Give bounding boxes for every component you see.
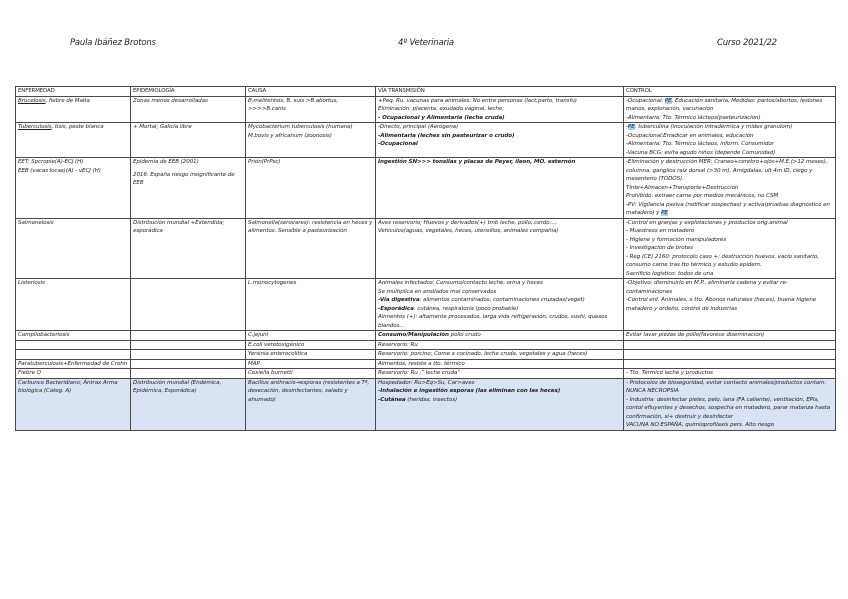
disease-cell [16,96,131,123]
zoonosis-table [15,86,836,431]
text-line: Se multiplica en ensilados mal conservados [378,288,497,295]
control-cell [624,123,836,158]
cause-cell: Bacillus anthracis→esporas (resistentes a Tª, desecación, desinfectantes, salado y ahumado) [246,378,376,430]
text-line: 2016: España riesgo insignificante de EEB [133,171,235,186]
disease-link: Tuberculosis [18,124,52,130]
table-row [16,218,836,279]
text-line: +Peq. Ru, vacunas para animales. No entre personas (lact,parto, transfu) [378,97,577,104]
table-row [16,331,836,341]
control-cell: - Tto. Térmico leche y productos [624,369,836,379]
table-header-row [16,87,836,97]
highlight: PE [664,97,672,104]
epidemiology-cell: Distribución mundial +Extendida; esporádica [131,218,246,279]
transmission-cell [376,96,624,123]
text-line: Hospedador: Ru>Eq>Su, Car>aves [378,379,475,386]
text-line: Eliminación: placenta, exudado vaginal, leche; [378,106,504,112]
course-title: 4º Veterinaria [398,38,454,48]
text-line: Epidemia de EEB (2001) [133,159,199,165]
text-line: - Higiene y formación manipuladores [626,236,727,243]
text-line: Alimentos (+): altamente procesados, larga vida refrigeración, crudos, sushi, quesos blandos… [378,314,608,329]
transmission-cell: Reservorio: porcino; Come x cocinado, leche cruda, vegetales y agua (heces) [376,350,624,360]
text-line: Ingestión SN>>> tonsilas y placas de Peyer, íleon, MO. esternón [378,159,576,165]
text-line: -Control en granjas y explotaciones y productos orig.animal [626,219,788,226]
text-line: -Esporádica: cutánea, respiratoria (poco probable) [378,305,519,312]
disease-cell: Salmonelosis [16,218,131,279]
table-row [16,123,836,158]
cause-cell: Mycobacterium tuberculosis (humana) M.bovis y africanum (zoonosis) [246,123,376,158]
text-line: -Eliminación y destrucción MER: Craneo+cerebro+ojos+M.E.(>12 meses), columna, ganglios raíz dorsal (>30 m), Amígdalas, ult 4m ID, ciego y mesenterio (TODOS). [626,159,828,182]
highlight: PE [627,124,635,130]
transmission-cell [376,378,624,430]
disease-cell [16,158,131,219]
control-cell [624,378,836,430]
text-line: -Vía digestiva: alimentos contaminados, contaminaciones cruzadas(veget) [378,297,585,303]
disease-link: Brucelosis [18,97,46,104]
epidemiology-cell [131,331,246,341]
cause-cell: L.monocytogenes [246,279,376,331]
text-line: Animales infectados: Consumo/contacto leche, orina y heces [378,280,543,286]
transmission-cell: Reservorio: Ru [376,340,624,350]
transmission-cell [376,279,624,331]
transmission-cell: Reservorio: Ru ;” leche cruda” [376,369,624,379]
text-line: EEB (vacas locas)(A) - vECJ (H) [18,167,101,174]
epidemiology-cell [131,158,246,219]
disease-cell [16,123,131,158]
text-line: -Alimentaria: Tto. Térmico lácteos(pasteurización) [626,114,761,121]
text-line: -Directo, principal (Aerógena) [378,124,459,130]
text-line: - Investigación de brotes [626,245,693,251]
control-cell: Evitar lavar piezas de pollo(favorece diseminación) [624,331,836,341]
text-line: - Industria: desinfectar pieles, pelo, lana (FA caliente), ventilación, EPIs, contol efluyentes y desechos, sospecha en matadero, parar matanza hasta confirmación, si+ destruir y desinfectar [626,396,831,420]
author-name: Paula Ibáñez Brotons [70,38,156,48]
cause-cell: Salmonella(serovares): resistencia en heces y alimentos. Sensible a pasteurización [246,218,376,279]
text-line: -PE: tuberculina (inoculación intradérmica y mides granulom) [626,124,793,130]
disease-cell: Listeriosis [16,279,131,331]
text-line: -PV: Vigilancia pasiva (notificar sospechas) y activa(pruebas diagnóstico en matadero) y PE [626,201,830,216]
col-header-disease: ENFERMEDAD [16,87,131,97]
highlight: PE [661,210,668,216]
cause-cell: Yersinia enterocolitica [246,350,376,360]
text-line: Aves reservorio; Huevos y derivados(+) tmb leche, pollo, cerdo…, [378,219,557,226]
cause-cell: E.coli verotoxigénico [246,340,376,350]
text-line: - Protocolos de bioseguridad, evitar contacto animales/productos contam. NUNCA NECROPSIA [626,379,827,394]
epidemiology-cell [131,279,246,331]
text-line: - Reg (CE) 2160: protocolo caso +: destrucción huevos, vacío sanitario, consumo carne tras tto térmico y estudio epidem. [626,253,819,268]
disease-alias: , fiebre de Malta [45,97,90,104]
text-line: -Cutánea (heridas, insectos) [378,396,458,403]
academic-year: Curso 2021/22 [717,38,777,48]
table-row [16,279,836,331]
cause-cell: B.melitentsis, B. suis >B.abortus, >>>>B.canis [246,96,376,123]
control-cell [624,158,836,219]
transmission-cell [376,158,624,219]
control-cell [624,96,836,123]
text-line: -Vacuna BCG: evita agudo niños (depende Comunidad) [626,149,776,156]
col-header-epidemiology: EPIDEMIOLOGÍA [131,87,246,97]
text-line: Tinte+Almacen+Transporte+Destrucción [626,184,739,191]
text-line: -Ocupacional: PE, Educación sanitaria, Medidas: partos/abortos, lesiones manos, exploración, vacunación [626,97,823,112]
text-line: -Alimentaria (leches sin pasteurizar o crudo) [378,132,515,139]
text-line: Sacrificio logístico: todos de una [626,270,714,277]
text-line: - Ocupacional y Alimentaria (leche cruda) [378,114,505,121]
cause-cell: Prión(PrPsc) [246,158,376,219]
table-row [16,96,836,123]
text-line: -Inhalación e ingestión esporas (las eliminan con las heces) [378,388,561,394]
epidemiology-cell: + Mortal; Galicia libre [131,123,246,158]
control-cell [624,218,836,279]
col-header-control: CONTROL [624,87,836,97]
transmission-cell: Alimentos, resiste a tto. térmico [376,359,624,369]
control-cell [624,279,836,331]
table-row [16,340,836,350]
table-row [16,350,836,360]
table-row [16,378,836,430]
text-line: -Objetivo: disminuirlo en M.P., eliminarla cadena y evitar re-contaminaciones [626,280,788,295]
cause-cell: C.jejuni [246,331,376,341]
cause-cell: Coxiella burnetti [246,369,376,379]
text-line: - Muestreos en matadero [626,228,695,234]
epidemiology-cell: Distribución mundial (Endémica, Epidémica, Esporádica) [131,378,246,430]
text-line: -Alimentaria: Tto. Térmico lácteos, inform. Consumidor [626,141,774,147]
text-line: -Ocupacional [378,141,418,147]
col-header-cause: CAUSA [246,87,376,97]
cause-cell: MAP [246,359,376,369]
transmission-cell: Consumo/Manipulación pollo crudo [376,331,624,341]
text-line: VACUNA NO ESPAÑA, quimioprofilaxis pers. Alto riesgo [626,422,775,428]
text-line: Vehículos(aguas, vegetales, heces, utensilios, animales compañía) [378,228,559,234]
text-line: -Control enf. Animales, x tto. Abonos naturales (heces), buena higiene matadero y ordeño, control de industrias [626,297,817,312]
disease-alias: , tisis, peste blanca [51,124,104,130]
col-header-transmission: VÍA TRANSMISIÓN [376,87,624,97]
table-row [16,158,836,219]
transmission-cell [376,218,624,279]
disease-cell: Fiebre Q [16,369,131,379]
text-line: -Ocupacional:Erradicar en animales, educación [626,132,754,139]
table-row [16,369,836,379]
disease-cell: Campilobacteriosis [16,331,131,341]
disease-cell: Carbunco Bacteridiano; Ántrax Arma biológica (Categ. A) [16,378,131,430]
epidemiology-cell: Zonas menos desarrolladas [131,96,246,123]
disease-cell: Paratuberculosis+Enfermedad de Crohn [16,359,131,369]
transmission-cell [376,123,624,158]
table-row [16,359,836,369]
text-line: Prohibido: extraer carne por medios mecánicos, no CSM [626,193,779,199]
text-line: EET; Spcropie(A)-ECJ (H) [18,159,84,165]
